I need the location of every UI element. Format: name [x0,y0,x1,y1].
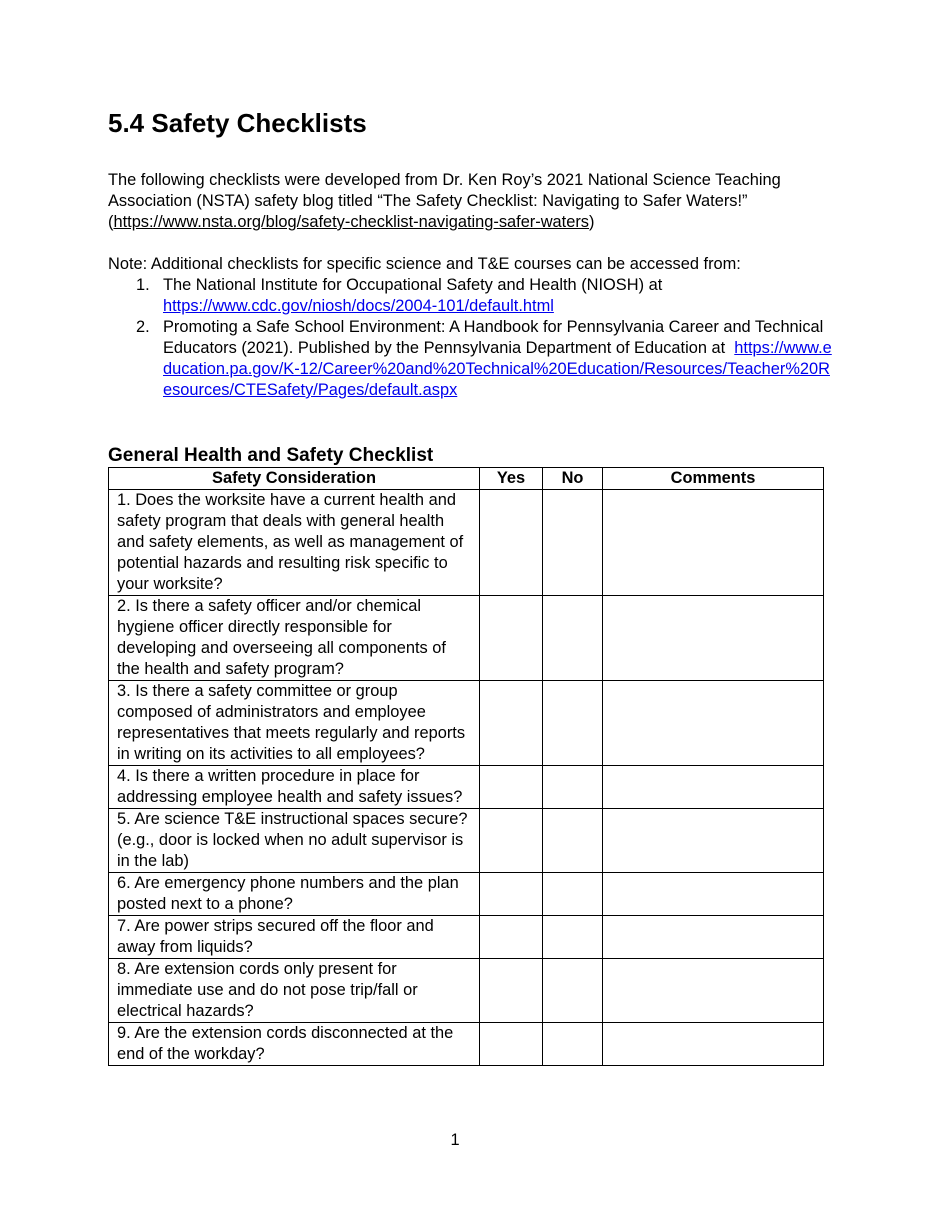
intro-text: The following checklists were developed from Dr. Ken Roy’s 2021 National Science Teaching Association (NSTA) safety blog titled “The Safety Checklist: Navigating to Safer Waters!” ( [108,171,781,231]
table-row [109,1023,824,1066]
comments-cell[interactable] [603,490,824,596]
no-cell[interactable] [543,596,603,681]
column-header: Comments [603,468,824,490]
yes-cell[interactable] [480,681,543,766]
yes-cell[interactable] [480,916,543,959]
safety-consideration-cell: 7. Are power strips secured off the floor and away from liquids? [109,916,480,959]
niosh-link[interactable]: https://www.cdc.gov/niosh/docs/2004-101/default.html [163,297,554,315]
nsta-blog-link[interactable]: https://www.nsta.org/blog/safety-checklist-navigating-safer-waters [113,213,589,231]
list-item [136,275,836,317]
safety-consideration-cell: 6. Are emergency phone numbers and the plan posted next to a phone? [109,873,480,916]
pa-education-link[interactable]: https://www.education.pa.gov/K-12/Career%20and%20Technical%20Education/Resources/Teacher%20Resources/CTESafety/Pages/default.aspx [163,339,832,399]
intro-paragraph [108,170,828,233]
table-row [109,766,824,809]
table-row [109,596,824,681]
comments-cell[interactable] [603,959,824,1023]
yes-cell[interactable] [480,959,543,1023]
comments-cell[interactable] [603,809,824,873]
comments-cell[interactable] [603,1023,824,1066]
table-header-row [109,468,824,490]
table-row [109,809,824,873]
page-title: 5.4 Safety Checklists [108,108,367,138]
note-text: Note: Additional checklists for specific science and T&E courses can be accessed from: [108,255,741,273]
comments-cell[interactable] [603,766,824,809]
list-item-number: 1. [136,276,150,294]
safety-consideration-cell: 1. Does the worksite have a current health and safety program that deals with general health and safety elements, as well as management of potential hazards and resulting risk specific to your worksite? [109,490,480,596]
no-cell[interactable] [543,809,603,873]
no-cell[interactable] [543,873,603,916]
table-row [109,490,824,596]
comments-cell[interactable] [603,873,824,916]
comments-cell[interactable] [603,681,824,766]
checklist-title: General Health and Safety Checklist [108,445,434,466]
comments-cell[interactable] [603,596,824,681]
list-item-number: 2. [136,318,150,336]
no-cell[interactable] [543,1023,603,1066]
no-cell[interactable] [543,490,603,596]
yes-cell[interactable] [480,809,543,873]
safety-consideration-cell: 3. Is there a safety committee or group composed of administrators and employee representatives that meets regularly and reports in writing on its activities to all employees? [109,681,480,766]
resource-list [136,275,836,401]
table-row [109,916,824,959]
yes-cell[interactable] [480,596,543,681]
yes-cell[interactable] [480,490,543,596]
intro-text-end: ) [589,213,595,231]
safety-consideration-cell: 8. Are extension cords only present for immediate use and do not pose trip/fall or electrical hazards? [109,959,480,1023]
safety-consideration-cell: 4. Is there a written procedure in place for addressing employee health and safety issues? [109,766,480,809]
list-item [136,317,836,401]
column-header: Safety Consideration [109,468,480,490]
checklist-table [108,467,824,1066]
safety-consideration-cell: 9. Are the extension cords disconnected at the end of the workday? [109,1023,480,1066]
column-header: Yes [480,468,543,490]
no-cell[interactable] [543,681,603,766]
no-cell[interactable] [543,959,603,1023]
column-header: No [543,468,603,490]
table-row [109,681,824,766]
comments-cell[interactable] [603,916,824,959]
yes-cell[interactable] [480,873,543,916]
page-number: 1 [450,1131,460,1149]
table-row [109,873,824,916]
safety-consideration-cell: 2. Is there a safety officer and/or chemical hygiene officer directly responsible for developing and overseeing all components of the health and safety program? [109,596,480,681]
yes-cell[interactable] [480,766,543,809]
yes-cell[interactable] [480,1023,543,1066]
no-cell[interactable] [543,766,603,809]
list-item-text: Promoting a Safe School Environment: A Handbook for Pennsylvania Career and Technical Educators (2021). Published by the Pennsylvania Department of Education at [163,318,824,357]
safety-consideration-cell: 5. Are science T&E instructional spaces secure? (e.g., door is locked when no adult supervisor is in the lab) [109,809,480,873]
table-row [109,959,824,1023]
list-item-text: The National Institute for Occupational Safety and Health (NIOSH) at [163,276,663,294]
no-cell[interactable] [543,916,603,959]
